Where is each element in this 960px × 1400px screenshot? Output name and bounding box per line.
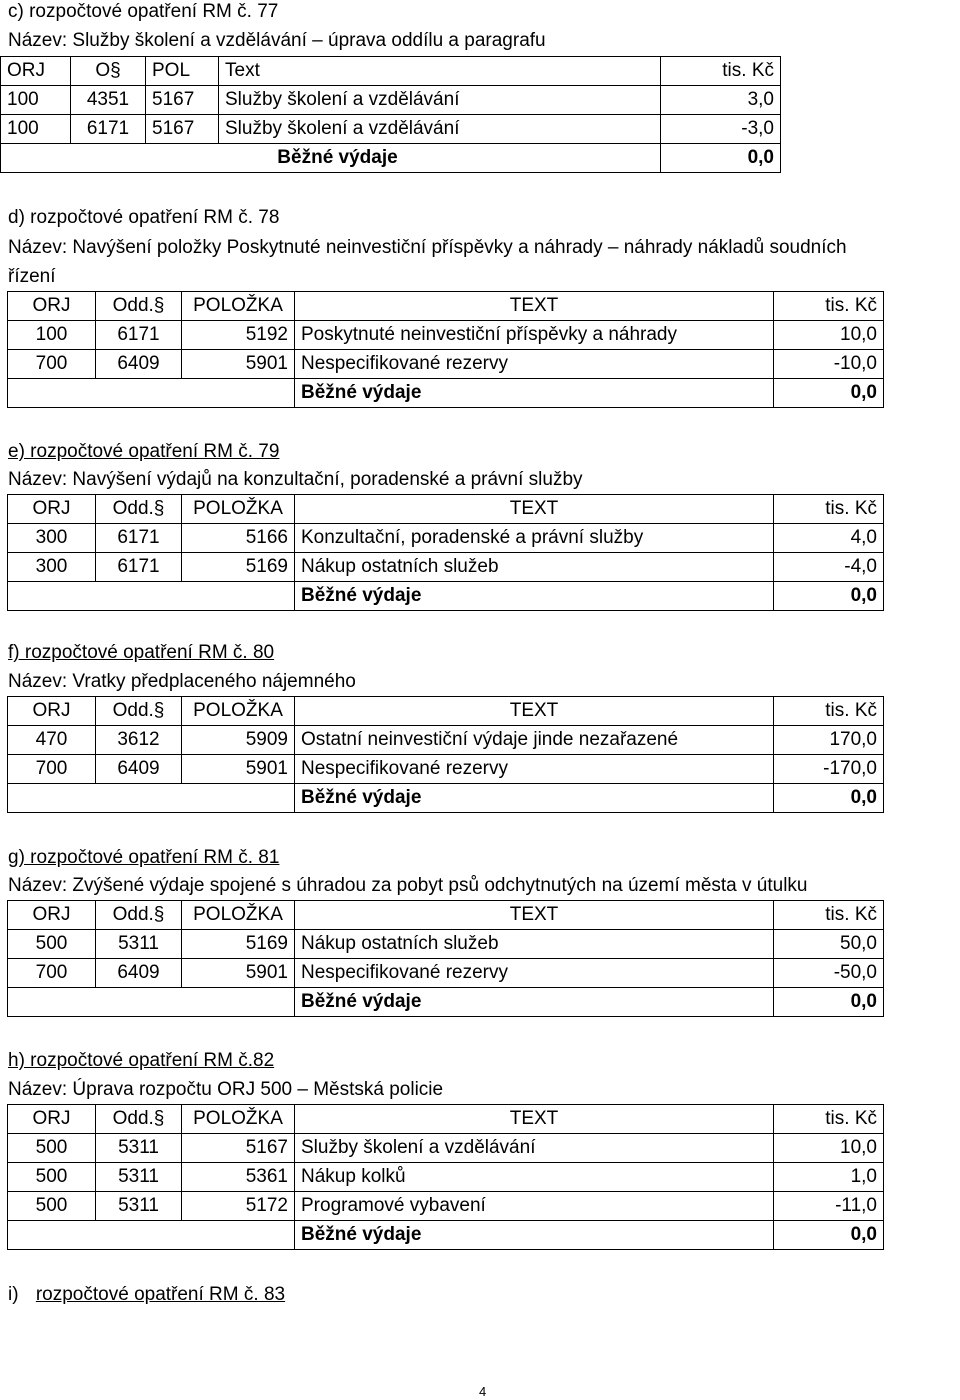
section-e-table	[7, 494, 884, 611]
cell: 100	[8, 321, 96, 350]
cell: Poskytnuté neinvestiční příspěvky a náhrady	[295, 321, 774, 350]
section-e-heading: e) rozpočtové opatření RM č. 79	[8, 441, 280, 462]
section-h-table	[7, 1104, 884, 1250]
col-header: POL	[146, 57, 219, 86]
col-header: tis. Kč	[774, 495, 884, 524]
table-row	[8, 524, 884, 553]
table-row	[8, 1163, 884, 1192]
table-row	[8, 1192, 884, 1221]
cell: Programové vybavení	[295, 1192, 774, 1221]
section-i-heading: rozpočtové opatření RM č. 83	[35, 1284, 286, 1305]
total-label: Běžné výdaje	[1, 144, 661, 173]
table-row	[8, 1134, 884, 1163]
table-header-row	[8, 292, 884, 321]
cell: 500	[8, 930, 96, 959]
col-header: POLOŽKA	[182, 495, 295, 524]
cell: 6171	[96, 524, 182, 553]
cell: 500	[8, 1134, 96, 1163]
cell: 10,0	[774, 321, 884, 350]
cell: 6409	[96, 755, 182, 784]
table-header-row	[8, 1105, 884, 1134]
cell: 5169	[182, 553, 295, 582]
cell: 6171	[96, 553, 182, 582]
total-label: Běžné výdaje	[295, 582, 774, 611]
col-header: POLOŽKA	[182, 697, 295, 726]
col-header: tis. Kč	[661, 57, 781, 86]
cell: 4,0	[774, 524, 884, 553]
col-header: TEXT	[295, 697, 774, 726]
cell: 5361	[182, 1163, 295, 1192]
cell: 5311	[96, 930, 182, 959]
col-header: POLOŽKA	[182, 901, 295, 930]
cell: 5311	[96, 1163, 182, 1192]
total-row	[8, 582, 884, 611]
cell	[8, 988, 295, 1017]
table-row	[8, 930, 884, 959]
cell: Nákup ostatních služeb	[295, 930, 774, 959]
cell: 700	[8, 350, 96, 379]
col-header: ORJ	[8, 495, 96, 524]
section-g-table	[7, 900, 884, 1017]
total-label: Běžné výdaje	[295, 988, 774, 1017]
cell: Nákup kolků	[295, 1163, 774, 1192]
cell: 6171	[96, 321, 182, 350]
col-header: ORJ	[8, 1105, 96, 1134]
cell: 5192	[182, 321, 295, 350]
cell	[8, 582, 295, 611]
total-row	[1, 144, 781, 173]
cell: 5311	[96, 1134, 182, 1163]
section-i-heading-row	[8, 1283, 285, 1307]
section-f-heading: f) rozpočtové opatření RM č. 80	[8, 642, 275, 663]
section-d-table	[7, 291, 884, 408]
cell: Nespecifikované rezervy	[295, 755, 774, 784]
cell: 170,0	[774, 726, 884, 755]
cell	[8, 379, 295, 408]
section-h-name: Název: Úprava rozpočtu ORJ 500 – Městská policie	[8, 1079, 444, 1100]
section-d-name-line1: Název: Navýšení položky Poskytnuté neinvestiční příspěvky a náhrady – náhrady nákladů soudních	[8, 237, 847, 258]
cell: Nákup ostatních služeb	[295, 553, 774, 582]
section-g-name: Název: Zvýšené výdaje spojené s úhradou za pobyt psů odchytnutých na území města v útulku	[8, 875, 808, 896]
cell: 500	[8, 1192, 96, 1221]
table-header-row	[1, 57, 781, 86]
section-f-table	[7, 696, 884, 813]
total-value: 0,0	[774, 1221, 884, 1250]
col-header: tis. Kč	[774, 697, 884, 726]
section-c-table	[0, 56, 781, 173]
cell: -4,0	[774, 553, 884, 582]
cell: 700	[8, 755, 96, 784]
cell: 5901	[182, 350, 295, 379]
cell: 10,0	[774, 1134, 884, 1163]
cell: 500	[8, 1163, 96, 1192]
table-row	[8, 959, 884, 988]
col-header: Odd.§	[96, 495, 182, 524]
total-label: Běžné výdaje	[295, 379, 774, 408]
table-row	[8, 321, 884, 350]
col-header: Text	[219, 57, 661, 86]
table-row	[8, 350, 884, 379]
col-header: ORJ	[1, 57, 71, 86]
cell: 5167	[182, 1134, 295, 1163]
cell: 6409	[96, 959, 182, 988]
cell	[8, 784, 295, 813]
total-label: Běžné výdaje	[295, 784, 774, 813]
cell: 5311	[96, 1192, 182, 1221]
cell: 6409	[96, 350, 182, 379]
col-header: Odd.§	[96, 1105, 182, 1134]
section-g-heading: g) rozpočtové opatření RM č. 81	[8, 847, 280, 868]
table-header-row	[8, 901, 884, 930]
table-header-row	[8, 495, 884, 524]
cell: 100	[1, 86, 71, 115]
col-header: tis. Kč	[774, 901, 884, 930]
cell: 3612	[96, 726, 182, 755]
cell: 5167	[146, 115, 219, 144]
cell: 100	[1, 115, 71, 144]
cell	[8, 1221, 295, 1250]
col-header: tis. Kč	[774, 1105, 884, 1134]
col-header: TEXT	[295, 292, 774, 321]
section-c-heading: c) rozpočtové opatření RM č. 77	[8, 1, 279, 22]
cell: Konzultační, poradenské a právní služby	[295, 524, 774, 553]
section-c-name: Název: Služby školení a vzdělávání – úprava oddílu a paragrafu	[8, 30, 546, 51]
cell: -10,0	[774, 350, 884, 379]
table-row	[8, 726, 884, 755]
cell: Ostatní neinvestiční výdaje jinde nezařazené	[295, 726, 774, 755]
cell: Nespecifikované rezervy	[295, 959, 774, 988]
cell: 5167	[146, 86, 219, 115]
cell: 50,0	[774, 930, 884, 959]
cell: Nespecifikované rezervy	[295, 350, 774, 379]
cell: 300	[8, 553, 96, 582]
cell: -3,0	[661, 115, 781, 144]
total-label: Běžné výdaje	[295, 1221, 774, 1250]
col-header: ORJ	[8, 292, 96, 321]
col-header: POLOŽKA	[182, 1105, 295, 1134]
cell: 4351	[71, 86, 146, 115]
table-header-row	[8, 697, 884, 726]
cell: Služby školení a vzdělávání	[295, 1134, 774, 1163]
col-header: ORJ	[8, 697, 96, 726]
total-row	[8, 784, 884, 813]
cell: -11,0	[774, 1192, 884, 1221]
cell: Služby školení a vzdělávání	[219, 86, 661, 115]
cell: 1,0	[774, 1163, 884, 1192]
cell: Služby školení a vzdělávání	[219, 115, 661, 144]
section-d-name-line2: řízení	[8, 266, 56, 287]
table-row	[1, 86, 781, 115]
cell: -170,0	[774, 755, 884, 784]
col-header: TEXT	[295, 1105, 774, 1134]
total-value: 0,0	[774, 379, 884, 408]
col-header: TEXT	[295, 495, 774, 524]
total-row	[8, 379, 884, 408]
cell: 5909	[182, 726, 295, 755]
section-e-name: Název: Navýšení výdajů na konzultační, poradenské a právní služby	[8, 469, 583, 490]
total-row	[8, 988, 884, 1017]
cell: 5169	[182, 930, 295, 959]
col-header: O§	[71, 57, 146, 86]
cell: 470	[8, 726, 96, 755]
page-number: 4	[479, 1384, 487, 1399]
table-row	[8, 755, 884, 784]
table-row	[1, 115, 781, 144]
cell: -50,0	[774, 959, 884, 988]
section-f-name: Název: Vratky předplaceného nájemného	[8, 671, 356, 692]
col-header: Odd.§	[96, 901, 182, 930]
col-header: tis. Kč	[774, 292, 884, 321]
col-header: POLOŽKA	[182, 292, 295, 321]
col-header: Odd.§	[96, 697, 182, 726]
col-header: Odd.§	[96, 292, 182, 321]
total-value: 0,0	[774, 988, 884, 1017]
cell: 6171	[71, 115, 146, 144]
cell: 300	[8, 524, 96, 553]
total-value: 0,0	[661, 144, 781, 173]
cell: 5901	[182, 959, 295, 988]
col-header: TEXT	[295, 901, 774, 930]
total-value: 0,0	[774, 582, 884, 611]
col-header: ORJ	[8, 901, 96, 930]
cell: 5172	[182, 1192, 295, 1221]
table-row	[8, 553, 884, 582]
section-i-prefix: i)	[8, 1284, 19, 1305]
total-value: 0,0	[774, 784, 884, 813]
total-row	[8, 1221, 884, 1250]
section-h-heading: h) rozpočtové opatření RM č.82	[8, 1050, 275, 1071]
cell: 5166	[182, 524, 295, 553]
cell: 3,0	[661, 86, 781, 115]
section-d-heading: d) rozpočtové opatření RM č. 78	[8, 207, 280, 228]
cell: 5901	[182, 755, 295, 784]
cell: 700	[8, 959, 96, 988]
